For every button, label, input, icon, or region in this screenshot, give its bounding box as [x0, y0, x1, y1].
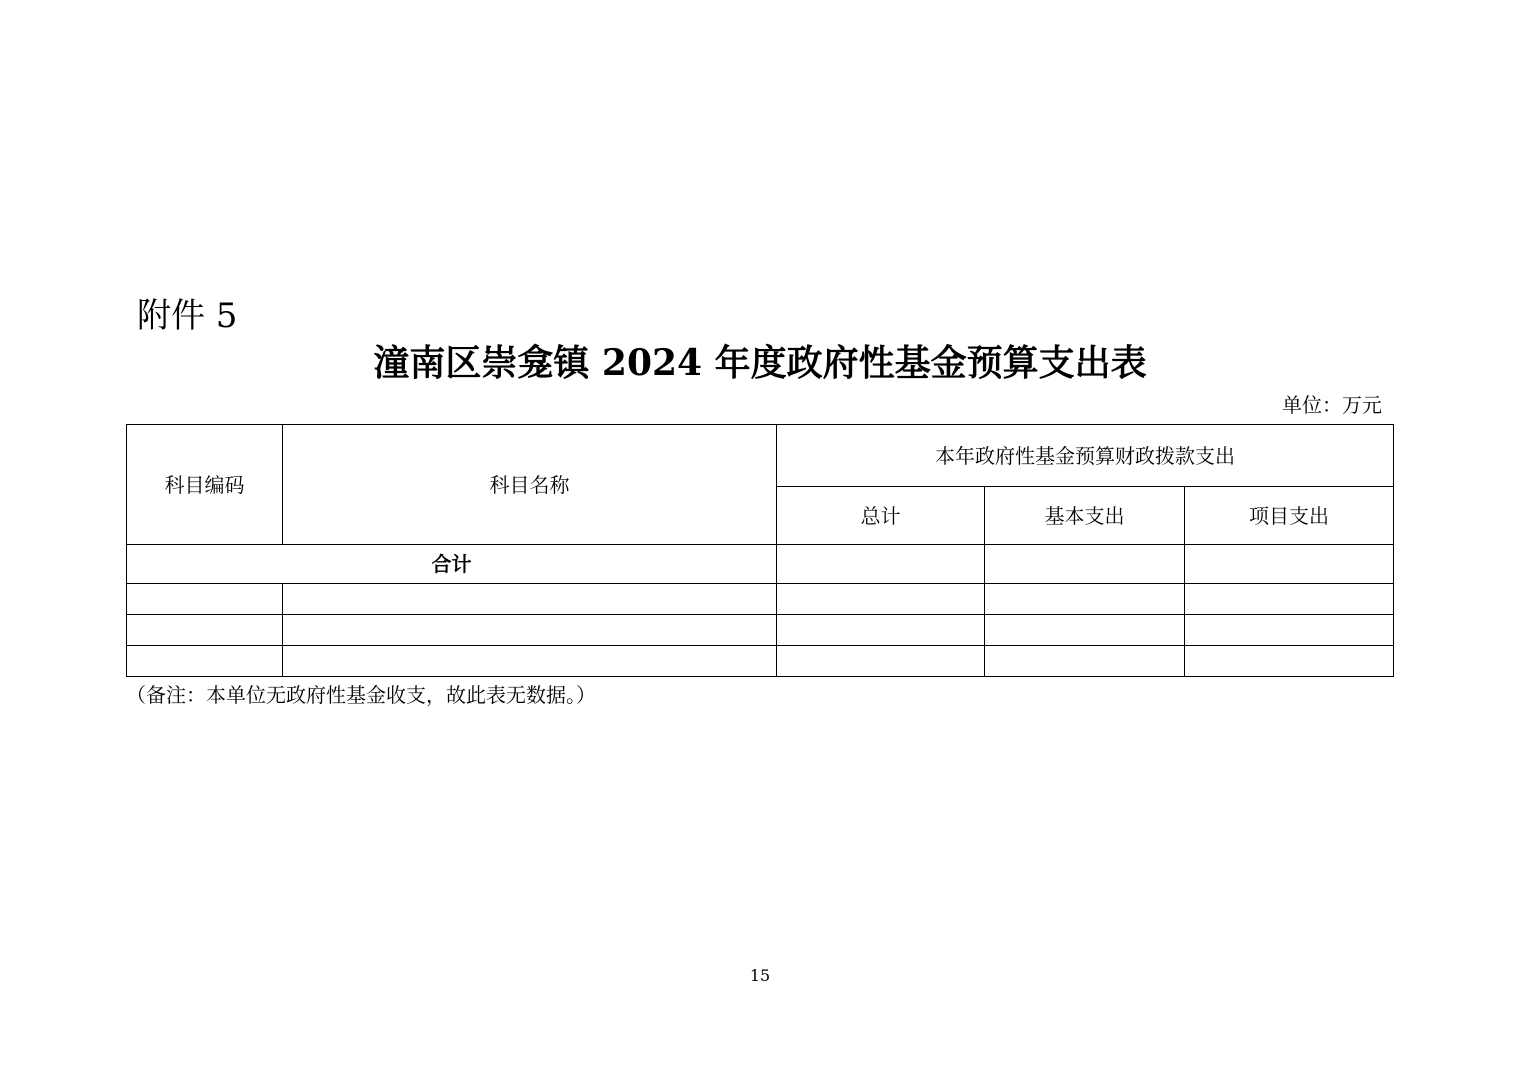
row-project-cell [1185, 584, 1394, 615]
header-name: 科目名称 [283, 425, 777, 545]
row-project-cell [1185, 646, 1394, 677]
row-total-cell [777, 584, 985, 615]
header-group: 本年政府性基金预算财政拨款支出 [777, 425, 1394, 487]
header-basic: 基本支出 [985, 487, 1185, 545]
total-basic-cell [985, 545, 1185, 584]
row-basic-cell [985, 584, 1185, 615]
table-note: （备注：本单位无政府性基金收支，故此表无数据。） [126, 683, 596, 707]
row-basic-cell [985, 646, 1185, 677]
header-code: 科目编码 [127, 425, 283, 545]
row-total-cell [777, 615, 985, 646]
total-row-label: 合计 [127, 545, 777, 584]
row-name-cell [283, 646, 777, 677]
unit-label: 单位：万元 [1282, 393, 1382, 417]
table-row [127, 584, 1394, 615]
table-total-row [127, 545, 1394, 584]
row-basic-cell [985, 615, 1185, 646]
row-total-cell [777, 646, 985, 677]
row-name-cell [283, 584, 777, 615]
budget-table [126, 424, 1394, 677]
row-code-cell [127, 584, 283, 615]
header-total: 总计 [777, 487, 985, 545]
row-name-cell [283, 615, 777, 646]
table-row [127, 646, 1394, 677]
total-total-cell [777, 545, 985, 584]
header-project: 项目支出 [1185, 487, 1394, 545]
attachment-label: 附件 5 [137, 296, 238, 336]
total-project-cell [1185, 545, 1394, 584]
page-title: 潼南区崇龛镇 2024 年度政府性基金预算支出表 [373, 342, 1147, 384]
row-code-cell [127, 615, 283, 646]
table-row [127, 615, 1394, 646]
row-code-cell [127, 646, 283, 677]
page-number: 15 [749, 966, 771, 985]
table-header-row [127, 425, 1394, 487]
row-project-cell [1185, 615, 1394, 646]
